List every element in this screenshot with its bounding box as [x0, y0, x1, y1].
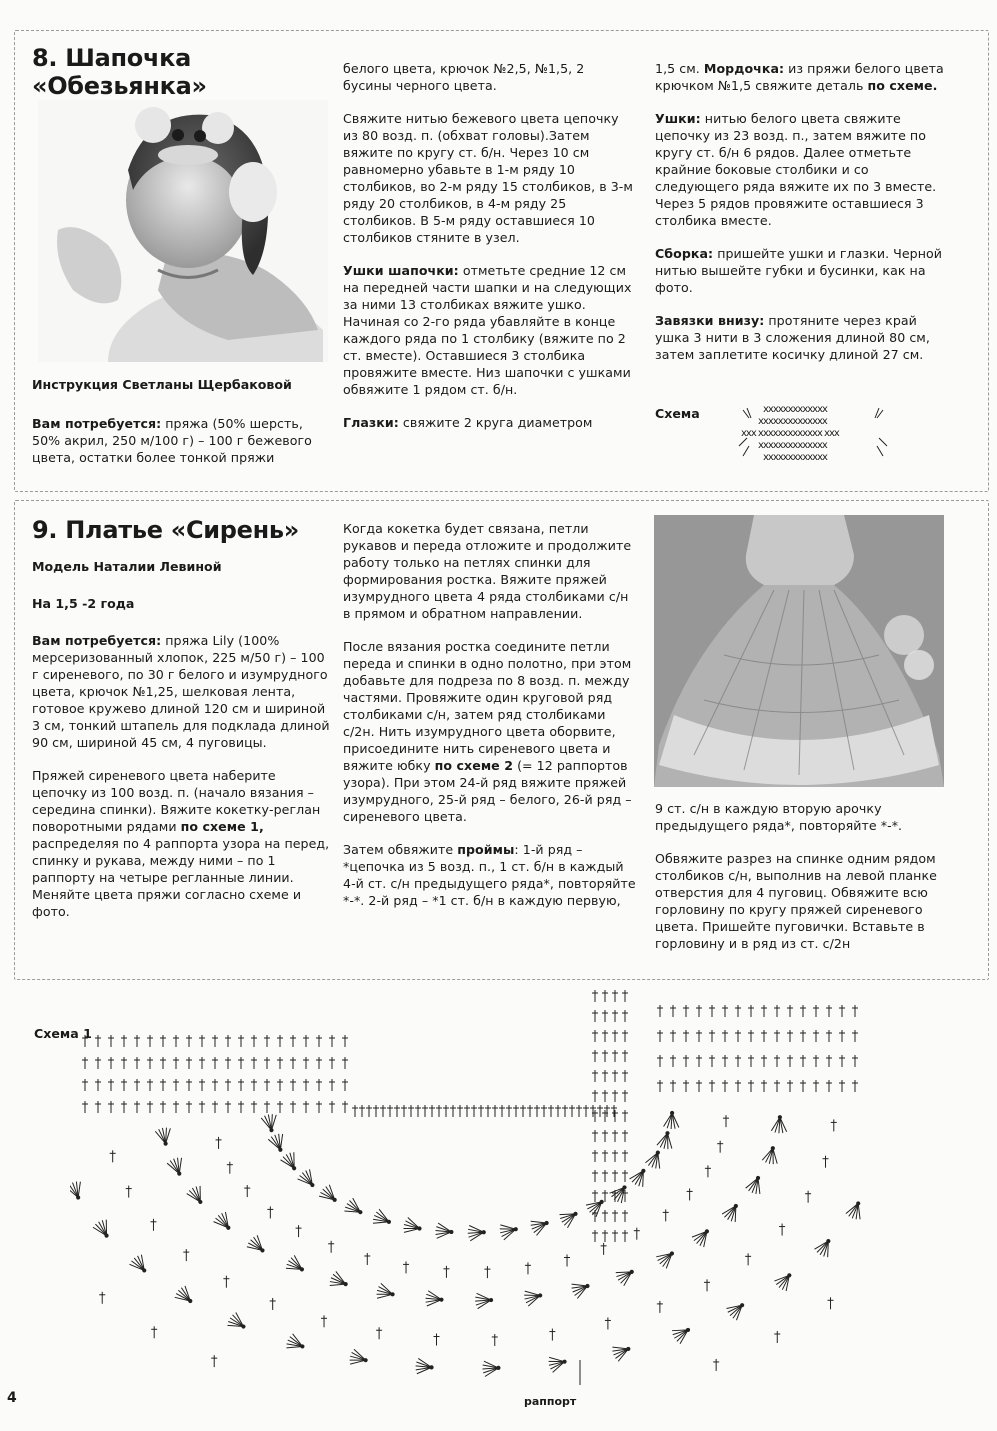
section-8-ties-text: протяните через край ушка 3 нити в 3 сложения длиной 80 см, затем заплетите косичку длиной 27 см. — [655, 313, 930, 362]
svg-text:xxxxxxxxxxxxxx: xxxxxxxxxxxxxx — [758, 440, 827, 451]
section-8-column-2 — [343, 60, 635, 447]
section-9-body-2: Когда кокетка будет связана, петли рукавов и переда отложите и продолжите работу только на петлях спинки для формирования ростка. Вяжите пряжей изумрудного цвета 4 ряда столбиками с/н в прямом и обратном направлении. — [343, 521, 632, 621]
section-8-eyes — [343, 414, 635, 431]
section-8-assembly-label: Сборка: — [655, 246, 714, 261]
section-8-ties-label: Завязки внизу: — [655, 313, 765, 328]
page-number: 4 — [7, 1390, 17, 1406]
section-8-ears-label: Ушки шапочки: — [343, 263, 459, 278]
section-8-schema-label: Схема — [655, 406, 700, 421]
section-8-title-line1: 8. Шапочка — [32, 44, 192, 72]
section-8-assembly-text: пришейте ушки и глазки. Черной нитью вышейте губки и бусинки, как на фото. — [655, 246, 942, 295]
section-8-eyes-label: Глазки: — [343, 415, 399, 430]
section-9-body-1 — [32, 767, 332, 920]
section-8-needs-cont: белого цвета, крючок №2,5, №1,5, 2 бусины черного цвета. — [343, 61, 585, 93]
section-9-body-4 — [343, 841, 638, 909]
section-8-needs-text: пряжа (50% шерсть, 50% акрил, 250 м/100 г) – 100 г бежевого цвета, остатки более тонкой пряжи — [32, 416, 312, 465]
section-9-column-1 — [32, 516, 332, 936]
section-8-ushki-text: нитью белого цвета свяжите цепочку из 23 возд. п., затем вяжите по кругу ст. б/н 6 рядов. Далее отметьте крайние боковые столбики и со следующего ряда вяжите их по 3 вместе. Через 5 рядов провяжите оставшиеся 3 столбика вместе. — [655, 111, 937, 228]
section-9-body-1c: распределяя по 4 раппорта узора на перед, спинку и рукава, между ними – по 1 раппорту на четыре регланные линии. Меняйте цвета пряжи согласно схеме и фото. — [32, 836, 330, 919]
section-9-needs — [32, 632, 332, 751]
section-8-eyes-cont: 1,5 см. — [655, 61, 704, 76]
section-8-eyes-muzzle — [655, 60, 955, 94]
section-8-column-1-text — [32, 376, 328, 482]
section-8-needs — [32, 415, 328, 466]
section-8-ushki — [655, 110, 955, 229]
section-9-body-6: Обвяжите разрез на спинке одним рядом столбиков с/н, выполнив на левой планке отверстия для 4 пуговиц. Обвяжите всю горловину по кругу пряжей сиреневого цвета. Пришейте пуговички. Вставьте в горловину и в ряд из ст. с/2н — [655, 851, 937, 951]
svg-text:xxx xxxxxxxxxxxxx xxx: xxx xxxxxxxxxxxxx xxx — [741, 428, 839, 439]
section-8-ushki-label: Ушки: — [655, 111, 701, 126]
section-9-body-3 — [343, 638, 638, 825]
section-8-muzzle-label: Мордочка: — [703, 61, 785, 76]
rapport-label: раппорт — [524, 1395, 577, 1408]
section-8-muzzle-scheme: по схеме. — [867, 78, 938, 93]
section-9-body-3a: После вязания ростка соедините петли переда и спинки в одно полотно, при этом добавьте для подреза по 8 возд. п. между частями. Провяжите один круговой ряд столбиками с/н, затем ряд столбиками с/2н. Нить изумрудного цвета оборвите, присоедините нить сиреневого цвета и вяжите юбку — [343, 639, 632, 773]
section-9-body-1b: по схеме 1, — [180, 819, 264, 834]
section-9-body-3c: (= 12 раппортов узора). При этом 24-й ряд вяжите пряжей изумрудного, 25-й ряд – белого, 26-й ряд – сиреневого цвета. — [343, 758, 632, 824]
section-8-muzzle-text: из пряжи белого цвета крючком №1,5 свяжите деталь — [655, 61, 944, 93]
section-8-left-column — [32, 44, 332, 100]
section-8-title-line2: «Обезьянка» — [32, 72, 207, 100]
svg-text:xxxxxxxxxxxxxx: xxxxxxxxxxxxxx — [758, 416, 827, 427]
section-9-needs-label: Вам потребуется: — [32, 633, 162, 648]
section-8-body-1: Свяжите нитью бежевого цвета цепочку из 80 возд. п. (обхват головы).Затем вяжите по кругу ст. б/н. Через 10 см равномерно убавьте в 1-м ряду 10 столбиков, во 2-м ряду 15 столбиков, в 3-м ряду 20 столбиков, в 4-м ряду 25 столбиков. В 5-м ряду оставшиеся 10 столбиков стяните в узел. — [343, 111, 633, 245]
section-8-author: Инструкция Светланы Щербаковой — [32, 377, 292, 392]
svg-text:xxxxxxxxxxxxx: xxxxxxxxxxxxx — [763, 452, 827, 463]
section-9-model: Модель Наталии Левиной — [32, 559, 222, 574]
section-9-needs-text: пряжа Lily (100% мерсеризованный хлопок, 225 м/50 г) – 100 г сиреневого, по 30 г белого и изумрудного цвета, крючок №1,25, шелковая лента, готовое кружево длиной 120 см и шириной 3 см, тонкий штапель для подклада длиной 90 см, шириной 45 см, 4 пуговицы. — [32, 633, 330, 750]
section-8-ties — [655, 312, 955, 363]
section-9-body-1a: Пряжей сиреневого цвета наберите цепочку из 100 возд. п. (начало вязания – середина спинки). Вяжите кокетку-реглан поворотными рядами — [32, 768, 321, 834]
section-9-title: 9. Платье «Сирень» — [32, 516, 300, 544]
baby-monkey-hat-photo — [38, 100, 328, 362]
section-9-body-3b: по схеме 2 — [434, 758, 514, 773]
muzzle-crochet-scheme — [733, 398, 893, 470]
section-9-column-3 — [655, 800, 951, 968]
section-9-body-4a: Затем обвяжите — [343, 842, 458, 857]
section-8-ears-text: отметьте средние 12 см на передней части шапки и на следующих за ними 13 столбиках вяжите ушко. Начиная со 2-го ряда убавляйте в конце каждого ряда по 1 столбику (вяжите по 2 ст. вместе). Оставшиеся 3 столбика провяжите вместе. Низ шапочки с ушками обвяжите 1 рядом ст. б/н. — [343, 263, 632, 397]
section-9-column-2 — [343, 520, 638, 925]
dress-yoke-crochet-scheme — [70, 985, 870, 1385]
section-9-body-5: 9 ст. с/н в каждую вторую арочку предыдущего ряда*, повторяйте *-*. — [655, 801, 903, 833]
section-8-eyes-text: свяжите 2 круга диаметром — [398, 415, 593, 430]
section-8-needs-label: Вам потребуется: — [32, 416, 162, 431]
lilac-dress-photo — [654, 515, 944, 787]
section-8-ears — [343, 262, 635, 398]
section-9-schema-label: Схема 1 — [34, 1026, 92, 1041]
section-8-assembly — [655, 245, 955, 296]
section-9-body-4c: : 1-й ряд – *цепочка из 5 возд. п., 1 ст. б/н в каждый 4-й ст. с/н предыдущего ряда*, повторяйте *-*. 2-й ряд – *1 ст. б/н в каждую первую, — [343, 842, 636, 908]
section-8-column-3 — [655, 60, 955, 379]
section-9-body-4b: проймы — [457, 842, 515, 857]
section-9-age: На 1,5 -2 года — [32, 596, 135, 611]
svg-text:xxxxxxxxxxxxx: xxxxxxxxxxxxx — [763, 404, 827, 415]
